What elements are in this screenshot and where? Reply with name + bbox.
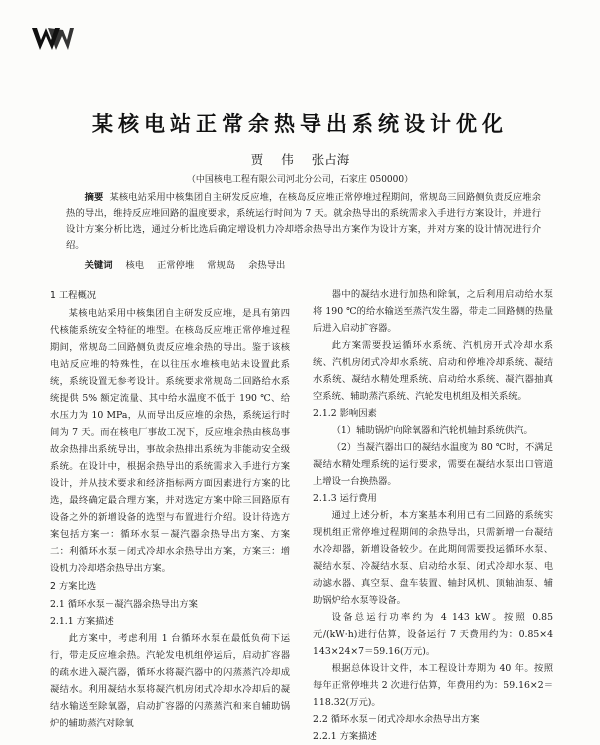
paragraph: 此方案中，考虑利用 1 台循环水泵在最低负荷下运行，带走反应堆余热。汽轮发电机组停运后，启动扩容器的疏水进入凝汽器，循环水将凝汽器中的闪蒸蒸汽冷却成凝结水。利用凝结水泵将凝汽机房闭式冷却水冷却后的凝结水输送至除氧器，启动扩容器的闪蒸蒸汽和来自辅助锅炉的辅助蒸汽对除氧 xyxy=(50,633,290,729)
paper-title: 某核电站正常余热导出系统设计优化 xyxy=(92,112,508,136)
subsection-heading: 2.1.3 运行费用 xyxy=(313,493,377,504)
paragraph: 器中的凝结水进行加热和除氧，之后利用启动给水泵将 190 ℃的给水输送至蒸汽发生器，带走二回路侧的热量后进入启动扩容器。 xyxy=(313,289,553,334)
keywords-label: 关键词 xyxy=(84,260,113,271)
paragraph: 此方案需要投运循环水系统、汽机房开式冷却水系统、汽机房闭式冷却水系统、启动和停堆冷却系统、凝结水系统、凝结水精处理系统、启动给水系统、凝汽器抽真空系统、辅助蒸汽系统、汽轮发电机组及相关系统。 xyxy=(313,340,553,402)
paragraph: 某核电站采用中核集团自主研发反应堆，是具有第四代核能系统安全特征的堆型。在核岛反应堆正常停堆过程期间，常规岛二回路侧负责反应堆余热的导出。鉴于该核电站反应堆的特殊性，在以往压水堆核电站未设置此系统，系统设置无参考设计。系统要求常规岛二回路给水系统提供 5% 额定流量、其中给水温度不低于 190 ℃、给水压力为 10 MPa，从而导出反应堆的余热，系统运行时间为 7 天。而在核电厂事故工况下，反应堆余热由核岛事故余热排出系统导出，事故余热排出系统为非能动安全级系统。在设计中，根据余热导出的系统需求入手进行方案设计，并从技术要求和经济指标两方面因素进行方案的比选，最终确定最合理方案，并对选定方案中除三回路原有设备之外的新增设备的选型与布置进行介绍。设计待选方案包括方案一：循环水泵－凝汽器余热导出方案、方案二：利循环水泵－闭式冷却水余热导出方案，方案三：增设机力冷却塔余热导出方案。 xyxy=(50,308,290,574)
left-column xyxy=(50,286,290,732)
list-item: （1）辅助锅炉向除氧器和汽轮机轴封系统供汽。 xyxy=(331,425,533,436)
abstract-label: 摘要 xyxy=(84,192,104,203)
keyword: 核电 xyxy=(125,260,145,271)
paragraph: 设备总运行功率约为 4 143 kW。按照 0.85 元/(kW·h)进行估算，设备运行 7 天费用约为：0.85×4 143×24×7＝59.16(万元)。 xyxy=(313,612,553,657)
paragraph: 根据总体设计文件，本工程设计寿期为 40 年。按照每年正常停堆共 2 次进行估算，年费用约为：59.16×2＝118.32(万元)。 xyxy=(313,663,553,708)
subsection-heading: 2.2.1 方案描述 xyxy=(313,731,377,742)
section-heading: 2 方案比选 xyxy=(50,581,97,592)
keyword: 余热导出 xyxy=(248,260,286,271)
subsection-heading: 2.1.2 影响因素 xyxy=(313,408,377,419)
subsection-heading: 2.1 循环水泵－凝汽器余热导出方案 xyxy=(50,599,198,610)
authors: 贾 伟 张占海 xyxy=(250,152,350,167)
list-item: （2）当凝汽器出口的凝结水温度为 80 ℃时，不满足凝结水精处理系统的运行要求，需要在凝结水泵出口管道上增设一台换热器。 xyxy=(313,442,553,487)
keyword: 常规岛 xyxy=(207,260,236,271)
subsection-heading: 2.1.1 方案描述 xyxy=(50,616,114,627)
keywords xyxy=(66,258,541,274)
keyword: 正常停堆 xyxy=(157,260,195,271)
journal-logo xyxy=(30,26,76,52)
journal-logo-icon xyxy=(30,26,76,52)
subsection-heading: 2.2 循环水泵－闭式冷却水余热导出方案 xyxy=(313,714,480,725)
paragraph: 通过上述分析，本方案基本利用已有二回路的系统实现机组正常停堆过程期间的余热导出，只需新增一台凝结水冷却器，新增设备较少。在此期间需要投运循环水泵、凝结水泵、冷凝结水泵、启动给水泵、闭式冷却水泵、电动滤水器、真空泵、盘车装置、轴封风机、顶轴油泵、辅助锅炉给水泵等设备。 xyxy=(313,510,553,606)
abstract-text: 某核电站采用中核集团自主研发反应堆，在核岛反应堆正常停堆过程期间，常规岛三回路侧负责反应堆余热的导出，维持反应堆回路的温度要求，系统运行时间为 7 天。就余热导出的系统需求入手进行方案设计，并进行设计方案分析比选，通过分析比选后确定增设机力冷却塔余热导出方案作为设计方案，并对方案的设计情况进行介绍。 xyxy=(66,192,541,251)
affiliation: （中国核电工程有限公司河北分公司，石家庄 050000） xyxy=(186,175,414,185)
right-column xyxy=(313,286,553,745)
section-heading: 1 工程概况 xyxy=(50,290,97,301)
abstract xyxy=(66,190,541,254)
